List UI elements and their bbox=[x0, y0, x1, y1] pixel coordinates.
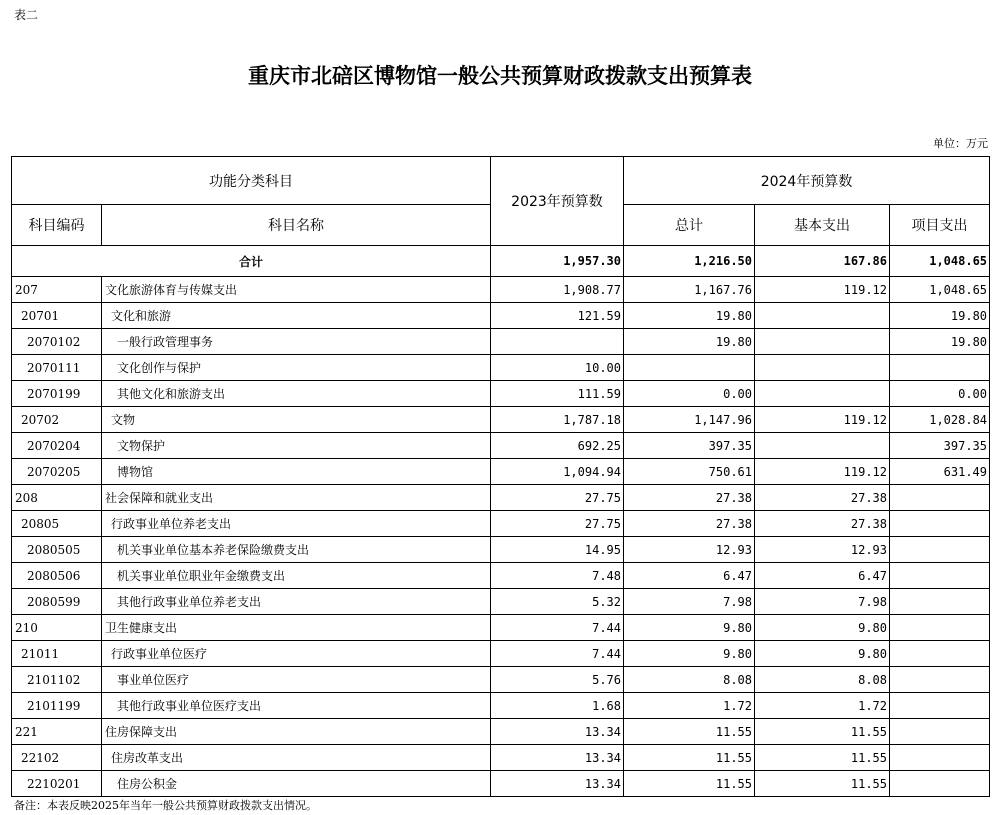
row-project bbox=[890, 771, 990, 797]
row-project: 19.80 bbox=[890, 329, 990, 355]
row-project: 0.00 bbox=[890, 381, 990, 407]
row-project bbox=[890, 693, 990, 719]
row-code: 22102 bbox=[12, 745, 102, 771]
row-project bbox=[890, 745, 990, 771]
unit-label: 单位：万元 bbox=[933, 137, 988, 150]
row-basic: 11.55 bbox=[755, 745, 890, 771]
row-project bbox=[890, 563, 990, 589]
row-name: 其他行政事业单位医疗支出 bbox=[102, 693, 491, 719]
row-prev-budget bbox=[491, 329, 624, 355]
table-row bbox=[12, 667, 990, 693]
row-prev-budget: 1,908.77 bbox=[491, 277, 624, 303]
row-name: 行政事业单位医疗 bbox=[102, 641, 491, 667]
row-prev-budget: 5.76 bbox=[491, 667, 624, 693]
row-prev-budget: 7.44 bbox=[491, 641, 624, 667]
row-code: 208 bbox=[12, 485, 102, 511]
row-prev-budget: 1,094.94 bbox=[491, 459, 624, 485]
row-basic bbox=[755, 381, 890, 407]
code-header: 科目编码 bbox=[12, 205, 102, 246]
row-total: 11.55 bbox=[624, 745, 755, 771]
row-code: 20701 bbox=[12, 303, 102, 329]
row-code: 2210201 bbox=[12, 771, 102, 797]
row-prev-budget: 13.34 bbox=[491, 771, 624, 797]
row-prev-budget: 27.75 bbox=[491, 485, 624, 511]
row-name: 卫生健康支出 bbox=[102, 615, 491, 641]
row-total: 19.80 bbox=[624, 303, 755, 329]
row-prev-budget: 7.48 bbox=[491, 563, 624, 589]
table-row bbox=[12, 407, 990, 433]
total-header: 总计 bbox=[624, 205, 755, 246]
row-code: 2080506 bbox=[12, 563, 102, 589]
row-name: 一般行政管理事务 bbox=[102, 329, 491, 355]
row-name: 其他行政事业单位养老支出 bbox=[102, 589, 491, 615]
row-basic: 27.38 bbox=[755, 485, 890, 511]
table-row bbox=[12, 589, 990, 615]
row-prev-budget: 1.68 bbox=[491, 693, 624, 719]
row-name: 住房保障支出 bbox=[102, 719, 491, 745]
row-project bbox=[890, 667, 990, 693]
row-total: 9.80 bbox=[624, 615, 755, 641]
row-code: 20805 bbox=[12, 511, 102, 537]
row-prev-budget: 7.44 bbox=[491, 615, 624, 641]
row-basic: 119.12 bbox=[755, 277, 890, 303]
row-project bbox=[890, 589, 990, 615]
row-total: 19.80 bbox=[624, 329, 755, 355]
row-prev-budget: 13.34 bbox=[491, 745, 624, 771]
table-row bbox=[12, 693, 990, 719]
row-name: 机关事业单位基本养老保险缴费支出 bbox=[102, 537, 491, 563]
row-total: 1.72 bbox=[624, 693, 755, 719]
row-basic bbox=[755, 433, 890, 459]
project-header: 项目支出 bbox=[890, 205, 990, 246]
row-basic: 27.38 bbox=[755, 511, 890, 537]
row-prev-budget: 692.25 bbox=[491, 433, 624, 459]
table-row bbox=[12, 459, 990, 485]
table-row bbox=[12, 641, 990, 667]
row-prev-budget: 5.32 bbox=[491, 589, 624, 615]
row-name: 行政事业单位养老支出 bbox=[102, 511, 491, 537]
row-code: 221 bbox=[12, 719, 102, 745]
table-row bbox=[12, 563, 990, 589]
row-project: 631.49 bbox=[890, 459, 990, 485]
basic-header: 基本支出 bbox=[755, 205, 890, 246]
row-prev-budget: 1,787.18 bbox=[491, 407, 624, 433]
total-project: 1,048.65 bbox=[890, 246, 990, 277]
row-code: 2070204 bbox=[12, 433, 102, 459]
row-project bbox=[890, 719, 990, 745]
row-basic: 119.12 bbox=[755, 459, 890, 485]
row-project bbox=[890, 615, 990, 641]
row-total: 397.35 bbox=[624, 433, 755, 459]
row-code: 2080505 bbox=[12, 537, 102, 563]
table-row bbox=[12, 355, 990, 381]
row-code: 2070102 bbox=[12, 329, 102, 355]
table-row bbox=[12, 381, 990, 407]
row-prev-budget: 10.00 bbox=[491, 355, 624, 381]
row-code: 207 bbox=[12, 277, 102, 303]
table-row bbox=[12, 771, 990, 797]
row-total: 1,147.96 bbox=[624, 407, 755, 433]
total-basic: 167.86 bbox=[755, 246, 890, 277]
row-basic bbox=[755, 303, 890, 329]
row-name: 文物保护 bbox=[102, 433, 491, 459]
row-total: 27.38 bbox=[624, 511, 755, 537]
row-name: 博物馆 bbox=[102, 459, 491, 485]
table-row bbox=[12, 745, 990, 771]
row-project bbox=[890, 641, 990, 667]
row-total: 9.80 bbox=[624, 641, 755, 667]
total-total: 1,216.50 bbox=[624, 246, 755, 277]
table-row bbox=[12, 433, 990, 459]
row-total: 6.47 bbox=[624, 563, 755, 589]
row-prev-budget: 13.34 bbox=[491, 719, 624, 745]
row-prev-budget: 27.75 bbox=[491, 511, 624, 537]
row-name: 文物 bbox=[102, 407, 491, 433]
row-basic: 8.08 bbox=[755, 667, 890, 693]
row-basic: 7.98 bbox=[755, 589, 890, 615]
row-project bbox=[890, 485, 990, 511]
row-total: 750.61 bbox=[624, 459, 755, 485]
row-code: 2070199 bbox=[12, 381, 102, 407]
curr-budget-header: 2024年预算数 bbox=[624, 157, 990, 205]
row-total: 11.55 bbox=[624, 771, 755, 797]
row-code: 2101102 bbox=[12, 667, 102, 693]
row-basic: 9.80 bbox=[755, 615, 890, 641]
row-project: 397.35 bbox=[890, 433, 990, 459]
row-total: 12.93 bbox=[624, 537, 755, 563]
name-header: 科目名称 bbox=[102, 205, 491, 246]
row-basic bbox=[755, 329, 890, 355]
row-code: 2070111 bbox=[12, 355, 102, 381]
row-basic: 11.55 bbox=[755, 771, 890, 797]
row-code: 2070205 bbox=[12, 459, 102, 485]
table-row bbox=[12, 485, 990, 511]
row-total bbox=[624, 355, 755, 381]
row-prev-budget: 121.59 bbox=[491, 303, 624, 329]
row-code: 210 bbox=[12, 615, 102, 641]
row-name: 文化创作与保护 bbox=[102, 355, 491, 381]
row-name: 机关事业单位职业年金缴费支出 bbox=[102, 563, 491, 589]
row-code: 2101199 bbox=[12, 693, 102, 719]
page-title: 重庆市北碚区博物馆一般公共预算财政拨款支出预算表 bbox=[248, 63, 752, 88]
row-total: 0.00 bbox=[624, 381, 755, 407]
row-basic: 12.93 bbox=[755, 537, 890, 563]
table-row bbox=[12, 537, 990, 563]
row-project: 19.80 bbox=[890, 303, 990, 329]
table-row bbox=[12, 329, 990, 355]
row-total: 8.08 bbox=[624, 667, 755, 693]
total-row bbox=[12, 246, 990, 277]
table-row bbox=[12, 719, 990, 745]
budget-table bbox=[11, 156, 990, 797]
row-basic: 6.47 bbox=[755, 563, 890, 589]
row-basic: 1.72 bbox=[755, 693, 890, 719]
row-prev-budget: 111.59 bbox=[491, 381, 624, 407]
row-code: 21011 bbox=[12, 641, 102, 667]
row-total: 27.38 bbox=[624, 485, 755, 511]
func-category-header: 功能分类科目 bbox=[12, 157, 491, 205]
row-name: 社会保障和就业支出 bbox=[102, 485, 491, 511]
row-name: 文化旅游体育与传媒支出 bbox=[102, 277, 491, 303]
row-code: 2080599 bbox=[12, 589, 102, 615]
total-label: 合计 bbox=[12, 246, 491, 277]
row-total: 7.98 bbox=[624, 589, 755, 615]
row-project bbox=[890, 537, 990, 563]
row-name: 事业单位医疗 bbox=[102, 667, 491, 693]
table-row bbox=[12, 277, 990, 303]
row-code: 20702 bbox=[12, 407, 102, 433]
row-project bbox=[890, 355, 990, 381]
row-basic: 11.55 bbox=[755, 719, 890, 745]
table-row bbox=[12, 303, 990, 329]
row-name: 住房公积金 bbox=[102, 771, 491, 797]
row-basic: 9.80 bbox=[755, 641, 890, 667]
total-prev: 1,957.30 bbox=[491, 246, 624, 277]
row-name: 住房改革支出 bbox=[102, 745, 491, 771]
row-total: 1,167.76 bbox=[624, 277, 755, 303]
row-project bbox=[890, 511, 990, 537]
footnote: 备注：本表反映2025年当年一般公共预算财政拨款支出情况。 bbox=[14, 799, 317, 812]
row-name: 文化和旅游 bbox=[102, 303, 491, 329]
row-basic bbox=[755, 355, 890, 381]
row-project: 1,048.65 bbox=[890, 277, 990, 303]
table-row bbox=[12, 511, 990, 537]
row-prev-budget: 14.95 bbox=[491, 537, 624, 563]
table-row bbox=[12, 615, 990, 641]
prev-budget-header: 2023年预算数 bbox=[491, 157, 624, 246]
row-name: 其他文化和旅游支出 bbox=[102, 381, 491, 407]
row-project: 1,028.84 bbox=[890, 407, 990, 433]
row-total: 11.55 bbox=[624, 719, 755, 745]
table-tag: 表二 bbox=[14, 8, 39, 22]
row-basic: 119.12 bbox=[755, 407, 890, 433]
